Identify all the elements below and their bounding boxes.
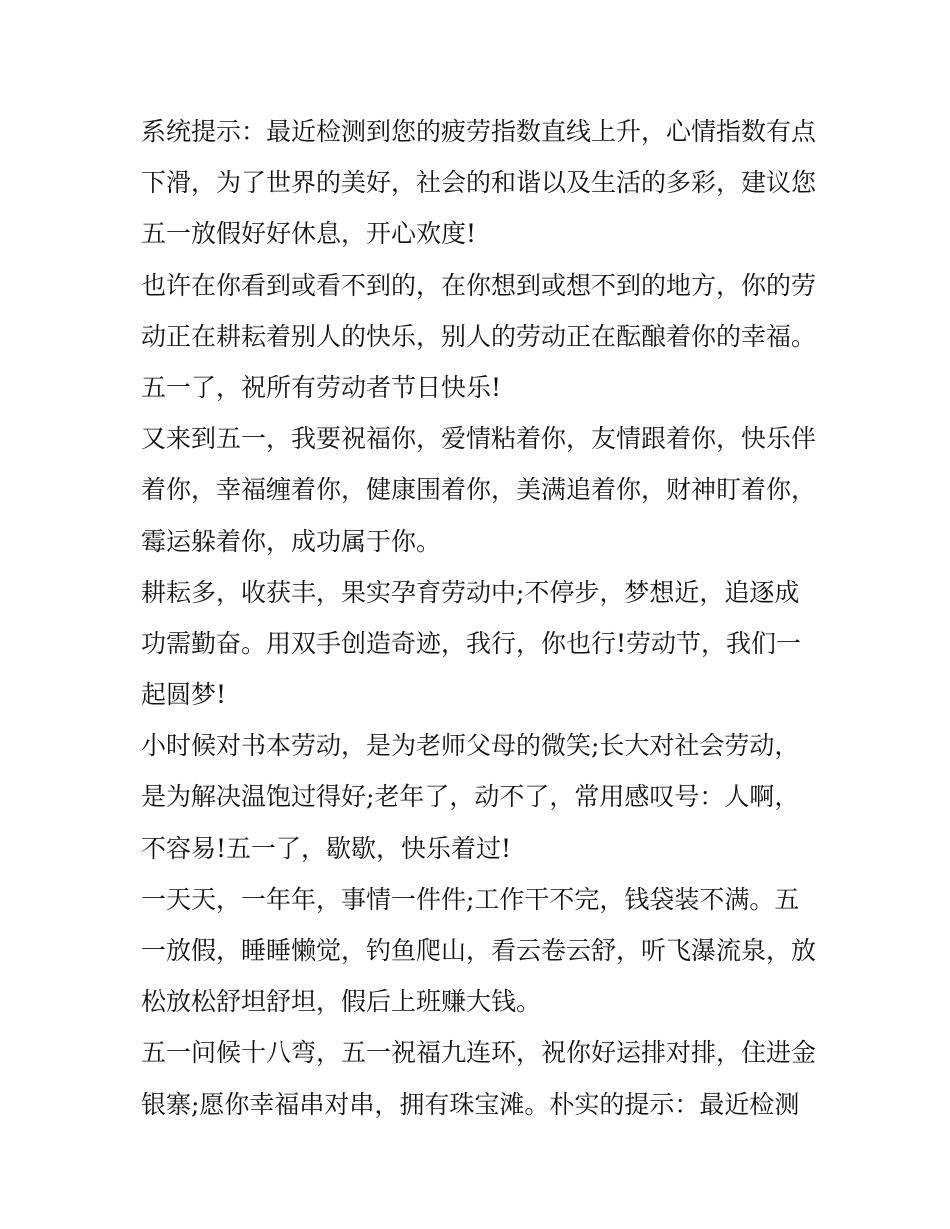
text-line: 小时候对书本劳动，是为老师父母的微笑;长大对社会劳动， <box>141 731 800 761</box>
text-line: 五一放假好好休息，开心欢度! <box>141 219 477 249</box>
text-line: 又来到五一，我要祝福你，爱情粘着你，友情跟着你，快乐伴 <box>141 424 817 454</box>
body-text <box>141 106 821 1130</box>
text-line: 也许在你看到或看不到的，在你想到或想不到的地方，你的劳 <box>141 270 817 300</box>
text-line: 一天天，一年年，事情一件件;工作干不完，钱袋装不满。五 <box>141 884 800 914</box>
text-line: 起圆梦! <box>141 680 227 710</box>
text-line: 银寨;愿你幸福串对串，拥有珠宝滩。朴实的提示：最近检测 <box>141 1089 800 1119</box>
text-line: 下滑，为了世界的美好，社会的和谐以及生活的多彩，建议您 <box>141 168 817 198</box>
text-line: 五一了，祝所有劳动者节日快乐! <box>141 372 502 402</box>
text-line: 不容易!五一了，歇歇，快乐着过! <box>141 833 512 863</box>
text-line: 松放松舒坦舒坦，假后上班赚大钱。 <box>141 987 542 1017</box>
text-line: 耕耘多，收获丰，果实孕育劳动中;不停步，梦想近，追逐成 <box>141 577 800 607</box>
text-line: 是为解决温饱过得好;老年了，动不了，常用感叹号：人啊， <box>141 782 800 812</box>
text-line: 着你，幸福缠着你，健康围着你，美满追着你，财神盯着你， <box>141 475 817 505</box>
text-line: 霉运躲着你，成功属于你。 <box>141 526 442 556</box>
text-line: 一放假，睡睡懒觉，钓鱼爬山，看云卷云舒，听飞瀑流泉，放 <box>141 936 817 965</box>
text-line: 系统提示：最近检测到您的疲劳指数直线上升，心情指数有点 <box>141 117 817 146</box>
text-line: 功需勤奋。用双手创造奇迹，我行，你也行!劳动节，我们一 <box>141 628 802 658</box>
text-line: 动正在耕耘着别人的快乐，别人的劳动正在酝酿着你的幸福。 <box>141 321 817 351</box>
text-line: 五一问候十八弯，五一祝福九连环，祝你好运排对排，住进金 <box>141 1038 817 1068</box>
